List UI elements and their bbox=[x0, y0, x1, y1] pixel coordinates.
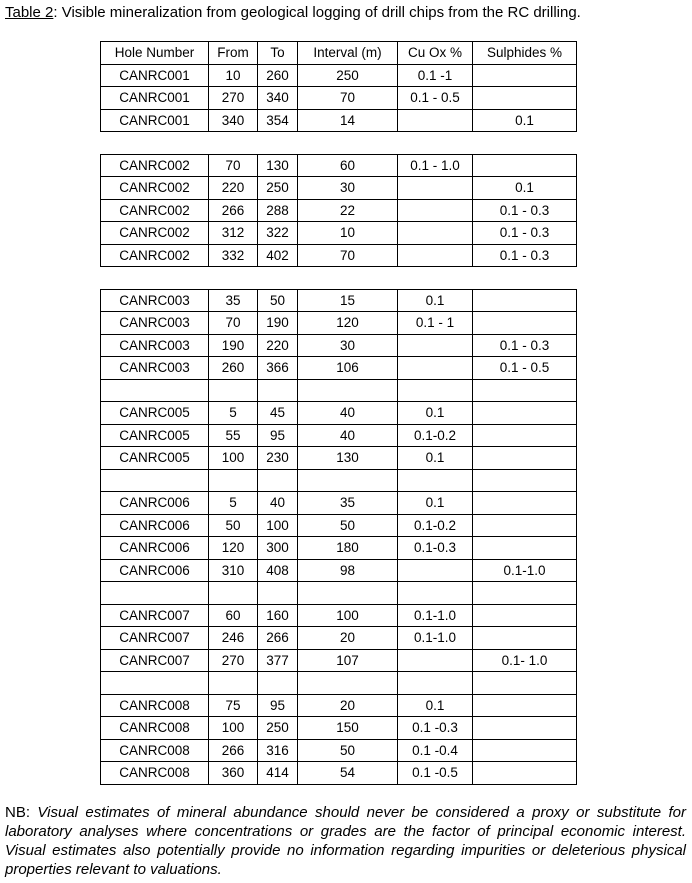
interval-cell: 106 bbox=[298, 357, 398, 380]
from-cell bbox=[209, 379, 258, 402]
sulphides-cell bbox=[473, 514, 577, 537]
footnote-prefix: NB: bbox=[5, 804, 38, 821]
to-cell: 160 bbox=[258, 604, 298, 627]
interval-cell: 98 bbox=[298, 559, 398, 582]
from-cell: 5 bbox=[209, 492, 258, 515]
from-cell bbox=[209, 582, 258, 605]
to-cell: 300 bbox=[258, 537, 298, 560]
table-row bbox=[101, 177, 577, 200]
cu-ox-cell bbox=[398, 469, 473, 492]
from-cell: 340 bbox=[209, 109, 258, 132]
interval-cell: 60 bbox=[298, 154, 398, 177]
cu-ox-cell: 0.1 - 1.0 bbox=[398, 154, 473, 177]
hole-number-cell: CANRC003 bbox=[101, 312, 209, 335]
to-cell: 322 bbox=[258, 222, 298, 245]
header-interval: Interval (m) bbox=[298, 42, 398, 65]
header-to: To bbox=[258, 42, 298, 65]
table-row bbox=[101, 739, 577, 762]
sulphides-cell: 0.1 bbox=[473, 109, 577, 132]
table-row bbox=[101, 87, 577, 110]
table-row bbox=[101, 447, 577, 470]
cu-ox-cell: 0.1-1.0 bbox=[398, 604, 473, 627]
hole-number-cell: CANRC006 bbox=[101, 514, 209, 537]
table-caption bbox=[5, 4, 581, 21]
to-cell: 190 bbox=[258, 312, 298, 335]
interval-cell bbox=[298, 582, 398, 605]
to-cell: 250 bbox=[258, 717, 298, 740]
hole-number-cell: CANRC001 bbox=[101, 87, 209, 110]
hole-number-cell: CANRC006 bbox=[101, 537, 209, 560]
sulphides-cell: 0.1 bbox=[473, 177, 577, 200]
to-cell: 45 bbox=[258, 402, 298, 425]
hole-number-cell: CANRC003 bbox=[101, 357, 209, 380]
sulphides-cell bbox=[473, 492, 577, 515]
cu-ox-cell: 0.1 -0.4 bbox=[398, 739, 473, 762]
from-cell: 266 bbox=[209, 739, 258, 762]
sulphides-cell bbox=[473, 289, 577, 312]
sulphides-cell bbox=[473, 402, 577, 425]
sulphides-cell bbox=[473, 717, 577, 740]
table-row bbox=[101, 627, 577, 650]
sulphides-cell bbox=[473, 87, 577, 110]
interval-cell: 20 bbox=[298, 627, 398, 650]
from-cell bbox=[209, 672, 258, 695]
cu-ox-cell: 0.1-0.2 bbox=[398, 424, 473, 447]
header-sulphides: Sulphides % bbox=[473, 42, 577, 65]
cu-ox-cell bbox=[398, 244, 473, 267]
hole-number-cell: CANRC008 bbox=[101, 739, 209, 762]
header-from: From bbox=[209, 42, 258, 65]
interval-cell: 70 bbox=[298, 244, 398, 267]
sulphides-cell bbox=[473, 154, 577, 177]
table-caption-text: : Visible mineralization from geological logging of drill chips from the RC drilling. bbox=[53, 4, 581, 21]
interval-cell: 30 bbox=[298, 334, 398, 357]
from-cell: 50 bbox=[209, 514, 258, 537]
sulphides-cell bbox=[473, 627, 577, 650]
interval-cell bbox=[298, 469, 398, 492]
hole-number-cell: CANRC008 bbox=[101, 694, 209, 717]
to-cell: 130 bbox=[258, 154, 298, 177]
table-row bbox=[101, 334, 577, 357]
sulphides-cell bbox=[473, 64, 577, 87]
cu-ox-cell: 0.1 -0.3 bbox=[398, 717, 473, 740]
hole-number-cell: CANRC007 bbox=[101, 649, 209, 672]
cu-ox-cell bbox=[398, 177, 473, 200]
cu-ox-cell: 0.1 - 1 bbox=[398, 312, 473, 335]
cu-ox-cell: 0.1-0.2 bbox=[398, 514, 473, 537]
sulphides-cell: 0.1- 1.0 bbox=[473, 649, 577, 672]
from-cell: 10 bbox=[209, 64, 258, 87]
from-cell: 312 bbox=[209, 222, 258, 245]
to-cell: 402 bbox=[258, 244, 298, 267]
cu-ox-cell: 0.1-1.0 bbox=[398, 627, 473, 650]
to-cell: 50 bbox=[258, 289, 298, 312]
from-cell: 332 bbox=[209, 244, 258, 267]
cu-ox-cell bbox=[398, 334, 473, 357]
footnote bbox=[5, 803, 686, 879]
table-row bbox=[101, 199, 577, 222]
cu-ox-cell: 0.1 bbox=[398, 694, 473, 717]
from-cell: 270 bbox=[209, 87, 258, 110]
from-cell: 266 bbox=[209, 199, 258, 222]
from-cell: 360 bbox=[209, 762, 258, 785]
table-spacer-row bbox=[101, 132, 577, 155]
table-row bbox=[101, 64, 577, 87]
cu-ox-cell: 0.1 -0.5 bbox=[398, 762, 473, 785]
table-spacer-row bbox=[101, 267, 577, 290]
interval-cell: 50 bbox=[298, 739, 398, 762]
to-cell bbox=[258, 379, 298, 402]
spacer-cell bbox=[101, 267, 577, 290]
to-cell bbox=[258, 582, 298, 605]
sulphides-cell bbox=[473, 424, 577, 447]
to-cell: 414 bbox=[258, 762, 298, 785]
hole-number-cell: CANRC007 bbox=[101, 604, 209, 627]
cu-ox-cell: 0.1 bbox=[398, 492, 473, 515]
interval-cell bbox=[298, 379, 398, 402]
to-cell: 408 bbox=[258, 559, 298, 582]
interval-cell: 107 bbox=[298, 649, 398, 672]
sulphides-cell bbox=[473, 447, 577, 470]
table-row bbox=[101, 402, 577, 425]
from-cell: 270 bbox=[209, 649, 258, 672]
interval-cell: 10 bbox=[298, 222, 398, 245]
interval-cell: 40 bbox=[298, 424, 398, 447]
cu-ox-cell bbox=[398, 559, 473, 582]
cu-ox-cell: 0.1 bbox=[398, 402, 473, 425]
to-cell: 95 bbox=[258, 694, 298, 717]
interval-cell: 40 bbox=[298, 402, 398, 425]
to-cell: 340 bbox=[258, 87, 298, 110]
hole-number-cell: CANRC007 bbox=[101, 627, 209, 650]
cu-ox-cell: 0.1 bbox=[398, 447, 473, 470]
table-row bbox=[101, 154, 577, 177]
to-cell: 288 bbox=[258, 199, 298, 222]
to-cell: 266 bbox=[258, 627, 298, 650]
from-cell: 5 bbox=[209, 402, 258, 425]
spacer-cell bbox=[101, 132, 577, 155]
from-cell: 260 bbox=[209, 357, 258, 380]
hole-number-cell: CANRC006 bbox=[101, 559, 209, 582]
hole-number-cell: CANRC005 bbox=[101, 402, 209, 425]
sulphides-cell bbox=[473, 582, 577, 605]
from-cell: 100 bbox=[209, 447, 258, 470]
hole-number-cell bbox=[101, 469, 209, 492]
interval-cell: 70 bbox=[298, 87, 398, 110]
table-row bbox=[101, 424, 577, 447]
table-row bbox=[101, 537, 577, 560]
sulphides-cell bbox=[473, 469, 577, 492]
hole-number-cell: CANRC001 bbox=[101, 64, 209, 87]
cu-ox-cell bbox=[398, 357, 473, 380]
interval-cell: 250 bbox=[298, 64, 398, 87]
to-cell: 354 bbox=[258, 109, 298, 132]
table-body bbox=[101, 64, 577, 784]
interval-cell bbox=[298, 672, 398, 695]
table-row bbox=[101, 244, 577, 267]
to-cell bbox=[258, 469, 298, 492]
sulphides-cell: 0.1 - 0.3 bbox=[473, 222, 577, 245]
header-cu-ox: Cu Ox % bbox=[398, 42, 473, 65]
from-cell: 100 bbox=[209, 717, 258, 740]
cu-ox-cell bbox=[398, 109, 473, 132]
interval-cell: 35 bbox=[298, 492, 398, 515]
from-cell: 120 bbox=[209, 537, 258, 560]
header-hole-number: Hole Number bbox=[101, 42, 209, 65]
hole-number-cell: CANRC002 bbox=[101, 222, 209, 245]
hole-number-cell: CANRC003 bbox=[101, 334, 209, 357]
from-cell: 55 bbox=[209, 424, 258, 447]
interval-cell: 20 bbox=[298, 694, 398, 717]
hole-number-cell: CANRC002 bbox=[101, 244, 209, 267]
to-cell bbox=[258, 672, 298, 695]
interval-cell: 50 bbox=[298, 514, 398, 537]
interval-cell: 120 bbox=[298, 312, 398, 335]
sulphides-cell bbox=[473, 537, 577, 560]
hole-number-cell: CANRC008 bbox=[101, 762, 209, 785]
hole-number-cell: CANRC006 bbox=[101, 492, 209, 515]
hole-number-cell: CANRC002 bbox=[101, 177, 209, 200]
table-row bbox=[101, 604, 577, 627]
sulphides-cell: 0.1 - 0.3 bbox=[473, 244, 577, 267]
interval-cell: 54 bbox=[298, 762, 398, 785]
interval-cell: 100 bbox=[298, 604, 398, 627]
cu-ox-cell bbox=[398, 582, 473, 605]
hole-number-cell: CANRC003 bbox=[101, 289, 209, 312]
from-cell: 220 bbox=[209, 177, 258, 200]
footnote-text: Visual estimates of mineral abundance should never be considered a proxy or substitute for laboratory analyses where concentrations or grades are the factor of principal economic interest. Visual estimates also potentially provide no information regarding impurities or deleterious physical properties relevant to valuations. bbox=[5, 804, 686, 878]
sulphides-cell: 0.1 - 0.3 bbox=[473, 199, 577, 222]
table-caption-label: Table 2 bbox=[5, 4, 54, 21]
to-cell: 230 bbox=[258, 447, 298, 470]
to-cell: 250 bbox=[258, 177, 298, 200]
table-row bbox=[101, 222, 577, 245]
sulphides-cell bbox=[473, 312, 577, 335]
cu-ox-cell: 0.1 -1 bbox=[398, 64, 473, 87]
cu-ox-cell: 0.1 - 0.5 bbox=[398, 87, 473, 110]
from-cell: 70 bbox=[209, 154, 258, 177]
cu-ox-cell bbox=[398, 379, 473, 402]
mineralization-table bbox=[100, 41, 577, 785]
table-row bbox=[101, 379, 577, 402]
hole-number-cell: CANRC005 bbox=[101, 424, 209, 447]
to-cell: 366 bbox=[258, 357, 298, 380]
sulphides-cell: 0.1 - 0.5 bbox=[473, 357, 577, 380]
sulphides-cell: 0.1 - 0.3 bbox=[473, 334, 577, 357]
from-cell bbox=[209, 469, 258, 492]
table-row bbox=[101, 762, 577, 785]
from-cell: 246 bbox=[209, 627, 258, 650]
interval-cell: 14 bbox=[298, 109, 398, 132]
table-row bbox=[101, 717, 577, 740]
to-cell: 220 bbox=[258, 334, 298, 357]
to-cell: 40 bbox=[258, 492, 298, 515]
from-cell: 190 bbox=[209, 334, 258, 357]
hole-number-cell: CANRC001 bbox=[101, 109, 209, 132]
cu-ox-cell: 0.1-0.3 bbox=[398, 537, 473, 560]
from-cell: 70 bbox=[209, 312, 258, 335]
hole-number-cell bbox=[101, 582, 209, 605]
cu-ox-cell bbox=[398, 672, 473, 695]
from-cell: 75 bbox=[209, 694, 258, 717]
table-row bbox=[101, 109, 577, 132]
interval-cell: 30 bbox=[298, 177, 398, 200]
interval-cell: 180 bbox=[298, 537, 398, 560]
interval-cell: 15 bbox=[298, 289, 398, 312]
hole-number-cell bbox=[101, 672, 209, 695]
to-cell: 316 bbox=[258, 739, 298, 762]
cu-ox-cell bbox=[398, 199, 473, 222]
sulphides-cell bbox=[473, 694, 577, 717]
table-row bbox=[101, 582, 577, 605]
interval-cell: 130 bbox=[298, 447, 398, 470]
from-cell: 60 bbox=[209, 604, 258, 627]
table-row bbox=[101, 312, 577, 335]
hole-number-cell: CANRC002 bbox=[101, 199, 209, 222]
table-row bbox=[101, 672, 577, 695]
table-row bbox=[101, 289, 577, 312]
table-row bbox=[101, 559, 577, 582]
table-row bbox=[101, 694, 577, 717]
hole-number-cell: CANRC002 bbox=[101, 154, 209, 177]
to-cell: 377 bbox=[258, 649, 298, 672]
interval-cell: 150 bbox=[298, 717, 398, 740]
interval-cell: 22 bbox=[298, 199, 398, 222]
table-row bbox=[101, 469, 577, 492]
hole-number-cell: CANRC005 bbox=[101, 447, 209, 470]
from-cell: 35 bbox=[209, 289, 258, 312]
sulphides-cell bbox=[473, 379, 577, 402]
to-cell: 260 bbox=[258, 64, 298, 87]
sulphides-cell bbox=[473, 739, 577, 762]
to-cell: 95 bbox=[258, 424, 298, 447]
cu-ox-cell bbox=[398, 649, 473, 672]
from-cell: 310 bbox=[209, 559, 258, 582]
sulphides-cell bbox=[473, 762, 577, 785]
table-row bbox=[101, 357, 577, 380]
table-row bbox=[101, 492, 577, 515]
cu-ox-cell: 0.1 bbox=[398, 289, 473, 312]
sulphides-cell bbox=[473, 672, 577, 695]
sulphides-cell bbox=[473, 604, 577, 627]
to-cell: 100 bbox=[258, 514, 298, 537]
table-header-row bbox=[101, 42, 577, 65]
table-row bbox=[101, 649, 577, 672]
hole-number-cell bbox=[101, 379, 209, 402]
table-row bbox=[101, 514, 577, 537]
hole-number-cell: CANRC008 bbox=[101, 717, 209, 740]
sulphides-cell: 0.1-1.0 bbox=[473, 559, 577, 582]
cu-ox-cell bbox=[398, 222, 473, 245]
